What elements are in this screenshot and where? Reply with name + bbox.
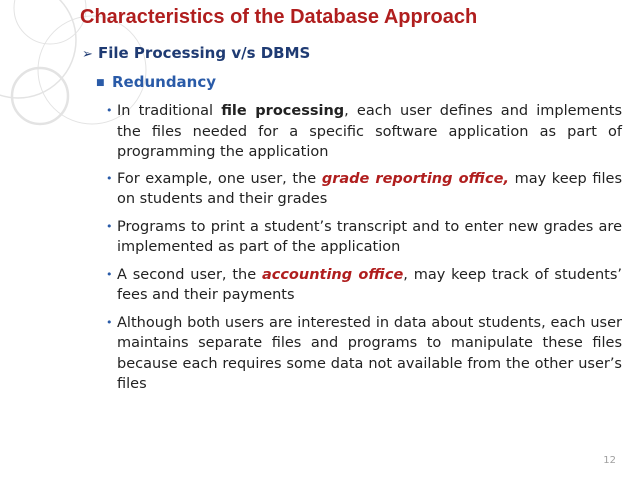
dot-bullet-icon: • bbox=[106, 267, 113, 281]
bullet-text: For example, one user, the bbox=[117, 170, 322, 187]
bullet-item bbox=[106, 217, 622, 258]
highlight-text: accounting office bbox=[261, 266, 404, 283]
heading-text: File Processing v/s DBMS bbox=[98, 44, 311, 62]
slide-title: Characteristics of the Database Approach bbox=[80, 6, 478, 28]
bullet-list bbox=[106, 101, 622, 402]
bullet-text: , each user defines and implements the files needed for a specific software application as part of programming the application bbox=[117, 103, 622, 160]
bullet-item bbox=[106, 313, 622, 395]
bullet-text: Although both users are interested in data about students, each user maintains separate files and programs to manipulate these files because each requires some data not available from the other user’s files bbox=[117, 314, 622, 392]
bullet-text: In traditional bbox=[117, 103, 222, 119]
subheading-text: Redundancy bbox=[112, 73, 217, 91]
dot-bullet-icon: • bbox=[106, 171, 113, 185]
dot-bullet-icon: • bbox=[106, 219, 113, 233]
arrow-bullet-icon: ➢ bbox=[82, 47, 93, 62]
bullet-text: , may keep track of students’ fees and their payments bbox=[117, 266, 622, 303]
bullet-item bbox=[106, 169, 622, 210]
bullet-text: A second user, the bbox=[117, 266, 262, 283]
bullet-text: may keep files on students and their grades bbox=[117, 170, 622, 207]
dot-bullet-icon: • bbox=[106, 315, 113, 329]
page-number: 12 bbox=[603, 455, 616, 466]
square-bullet-icon: ■ bbox=[96, 78, 105, 88]
bullet-bold-text: file processing bbox=[221, 103, 345, 119]
heading-file-processing bbox=[82, 44, 310, 62]
highlight-text: grade reporting office, bbox=[321, 170, 509, 187]
bullet-item bbox=[106, 101, 622, 163]
subheading-redundancy bbox=[96, 73, 216, 91]
bullet-item bbox=[106, 265, 622, 306]
bullet-text: Programs to print a student’s transcript and to enter new grades are implemented as part of the application bbox=[117, 218, 622, 255]
dot-bullet-icon: • bbox=[106, 104, 113, 117]
